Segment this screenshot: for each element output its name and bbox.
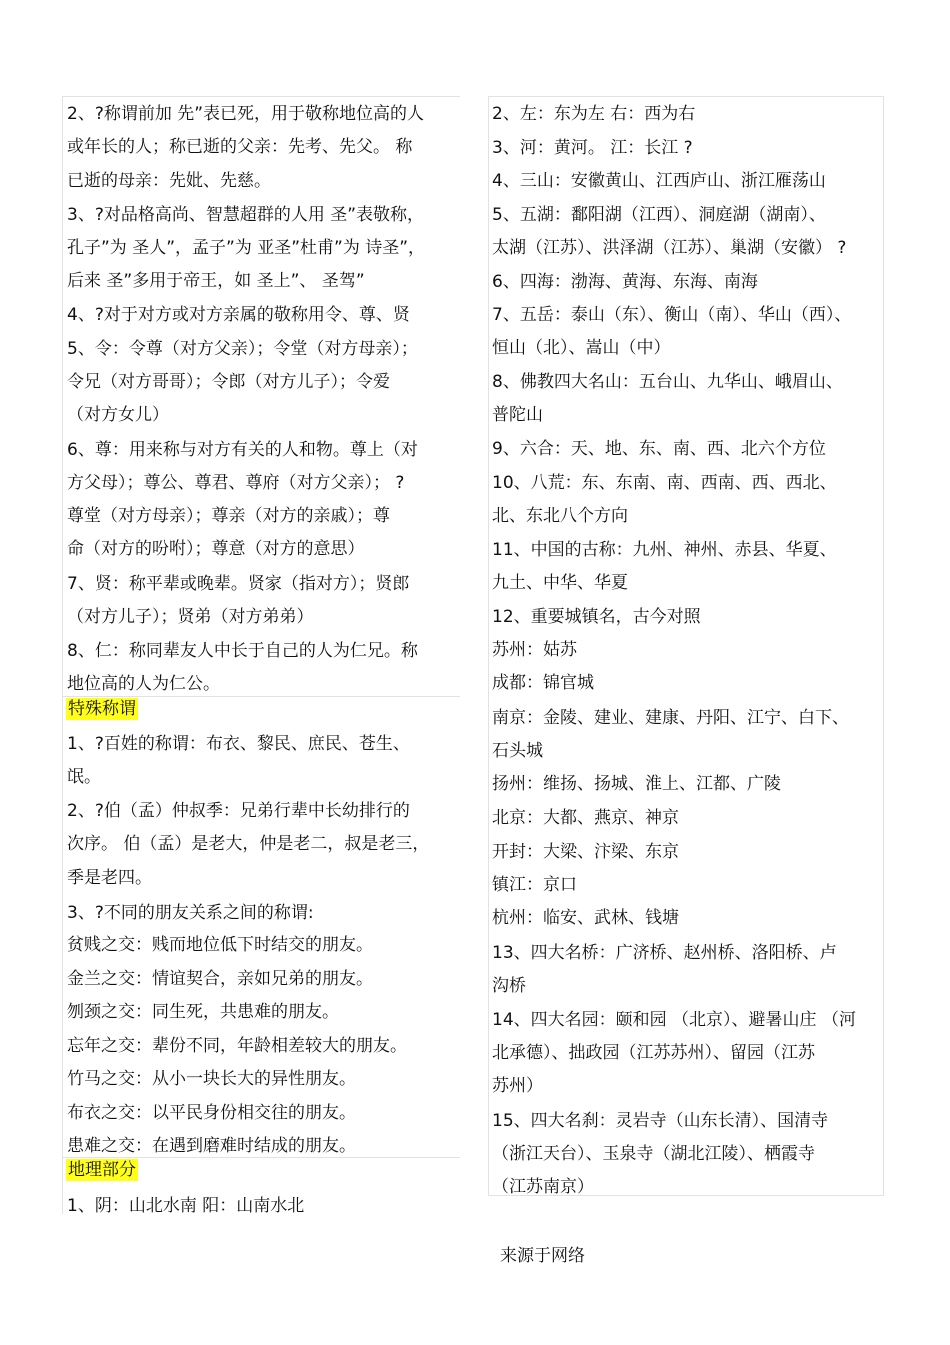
text-line: 7、贤：称平辈或晚辈。贤家（指对方）；贤郎: [67, 574, 410, 594]
text-line: 石头城: [492, 741, 543, 761]
text-line: 金兰之交：情谊契合，亲如兄弟的朋友。: [67, 969, 373, 989]
text-line: 5、五湖：鄱阳湖（江西）、洞庭湖（湖南）、: [492, 205, 826, 225]
text-line: 竹马之交：从小一块长大的异性朋友。: [67, 1069, 356, 1089]
text-line: 4、三山：安徽黄山、江西庐山、浙江雁荡山: [492, 171, 826, 191]
text-line: 2、?称谓前加 先”表已死，用于敬称地位高的人: [67, 104, 425, 124]
text-line: 尊堂（对方母亲）；尊亲（对方的亲戚）；尊: [67, 506, 390, 526]
text-line: 或年长的人；称已逝的父亲：先考、先父。 称: [67, 137, 413, 157]
text-line: 扬州：维扬、扬城、淮上、江都、广陵: [492, 774, 781, 794]
text-line: 开封：大梁、汴梁、东京: [492, 842, 679, 862]
source-footer: 来源于网络: [500, 1246, 585, 1266]
text-line: 季是老四。: [67, 868, 152, 888]
text-line: （对方儿子）；贤弟（对方弟弟）: [67, 607, 314, 627]
text-line: 北承德）、拙政园（江苏苏州）、留园（江苏: [492, 1043, 815, 1063]
text-line: 13、四大名桥：广济桥、赵州桥、洛阳桥、卢: [492, 943, 837, 963]
text-line: 苏州：姑苏: [492, 640, 577, 660]
text-line: 6、尊：用来称与对方有关的人和物。尊上（对: [67, 440, 418, 460]
section-heading-special-terms: 特殊称谓: [68, 699, 136, 719]
text-line: 北、东北八个方向: [492, 506, 628, 526]
text-line: 忘年之交：辈份不同，年龄相差较大的朋友。: [67, 1036, 407, 1056]
divider-special: [62, 696, 460, 697]
section-heading-geography: 地理部分: [68, 1160, 136, 1180]
text-line: 7、五岳：泰山（东）、衡山（南）、华山（西）、: [492, 305, 852, 325]
text-line: 九土、中华、华夏: [492, 573, 628, 593]
text-line: 刎颈之交：同生死，共患难的朋友。: [67, 1002, 339, 1022]
text-line: 11、中国的古称：九州、神州、赤县、华夏、: [492, 540, 837, 560]
text-line: 成都：锦官城: [492, 673, 594, 693]
text-line: 2、左：东为左 右：西为右: [492, 104, 696, 124]
divider-geo: [62, 1157, 460, 1158]
text-line: 太湖（江苏）、洪泽湖（江苏）、巢湖（安徽） ?: [492, 238, 847, 258]
text-line: 12、重要城镇名，古今对照: [492, 607, 701, 627]
text-line: （浙江天台）、玉泉寺（湖北江陵）、栖霞寺: [492, 1144, 815, 1164]
text-line: 5、令：令尊（对方父亲）；令堂（对方母亲）；: [67, 339, 418, 359]
text-line: 镇江：京口: [492, 875, 577, 895]
text-line: 北京：大都、燕京、神京: [492, 808, 679, 828]
text-line: 4、?对于对方或对方亲属的敬称用令、尊、贤: [67, 305, 410, 325]
text-line: （对方女儿）: [67, 405, 169, 425]
text-line: 患难之交：在遇到磨难时结成的朋友。: [67, 1136, 356, 1156]
text-line: 南京：金陵、建业、建康、丹阳、江宁、白下、: [492, 708, 849, 728]
text-line: 方父母）；尊公、尊君、尊府（对方父亲）； ?: [67, 473, 405, 493]
text-line: 3、?不同的朋友关系之间的称谓:: [67, 903, 314, 923]
text-line: 8、佛教四大名山：五台山、九华山、峨眉山、: [492, 372, 843, 392]
text-line: 氓。: [67, 767, 101, 787]
text-line: 14、四大名园：颐和园 （北京）、避暑山庄 （河: [492, 1010, 856, 1030]
text-line: 8、仁：称同辈友人中长于自己的人为仁兄。称: [67, 641, 418, 661]
text-line: 3、河：黄河。 江：长江 ?: [492, 138, 693, 158]
text-line: 沟桥: [492, 976, 526, 996]
text-line: 孔子”为 圣人”，孟子”为 亚圣”杜甫”为 诗圣”，: [67, 238, 426, 258]
text-line: 1、?百姓的称谓：布衣、黎民、庶民、苍生、: [67, 734, 410, 754]
text-line: （江苏南京）: [492, 1177, 594, 1197]
text-line: 后来 圣”多用于帝王，如 圣上”、 圣驾”: [67, 271, 365, 291]
text-line: 令兄（对方哥哥）；令郎（对方儿子）；令爱: [67, 372, 390, 392]
text-line: 1、阴：山北水南 阳：山南水北: [67, 1196, 305, 1216]
text-line: 9、六合：天、地、东、南、西、北六个方位: [492, 439, 826, 459]
text-line: 3、?对品格高尚、智慧超群的人用 圣”表敬称，: [67, 205, 425, 225]
text-line: 布衣之交：以平民身份相交往的朋友。: [67, 1103, 356, 1123]
text-line: 已逝的母亲：先妣、先慈。: [67, 171, 271, 191]
text-line: 次序。 伯（孟）是老大，仲是老二，叔是老三，: [67, 834, 430, 854]
text-line: 恒山（北）、嵩山（中）: [492, 338, 671, 358]
text-line: 10、八荒：东、东南、南、西南、西、西北、: [492, 473, 837, 493]
text-line: 普陀山: [492, 405, 543, 425]
text-line: 6、四海：渤海、黄海、东海、南海: [492, 272, 758, 292]
text-line: 命（对方的吩咐）；尊意（对方的意思）: [67, 539, 365, 559]
text-line: 15、四大名刹：灵岩寺（山东长清）、国清寺: [492, 1111, 829, 1131]
text-line: 苏州）: [492, 1076, 543, 1096]
text-line: 2、?伯（孟）仲叔季：兄弟行辈中长幼排行的: [67, 801, 410, 821]
text-line: 贫贱之交：贱而地位低下时结交的朋友。: [67, 935, 373, 955]
text-line: 地位高的人为仁公。: [67, 674, 220, 694]
text-line: 杭州：临安、武林、钱塘: [492, 908, 679, 928]
